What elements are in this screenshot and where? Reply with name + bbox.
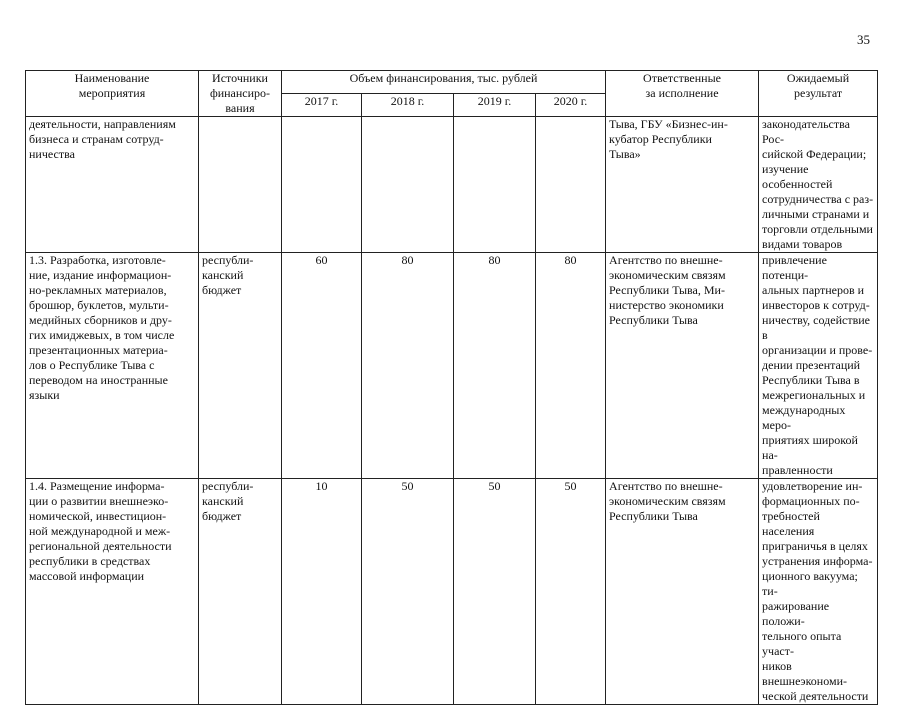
row-value-2017	[282, 117, 362, 253]
row-source	[199, 117, 282, 253]
header-year: 2020 г.	[536, 94, 606, 117]
table-row	[26, 479, 878, 705]
header-volume: Объем финансирования, тыс. рублей	[282, 71, 606, 94]
row-value-2018: 80	[362, 253, 454, 479]
row-source: республи- канский бюджет	[199, 479, 282, 705]
row-value-2020: 50	[536, 479, 606, 705]
row-source: республи- канский бюджет	[199, 253, 282, 479]
header-sources: Источники финансиро- вания	[199, 71, 282, 117]
row-value-2017: 10	[282, 479, 362, 705]
table-row	[26, 117, 878, 253]
header-year: 2017 г.	[282, 94, 362, 117]
row-value-2019: 50	[454, 479, 536, 705]
row-name: 1.4. Размещение информа- ции о развитии внешнеэко- номической, инвестицион- ной международной и меж- региональной деятельности республики в средствах массовой информации	[26, 479, 199, 705]
row-result: законодательства Рос- сийской Федерации; изучение особенностей сотрудничества с раз- личными странами и торговли отдельными видами товаров	[759, 117, 878, 253]
table-row	[26, 253, 878, 479]
row-value-2020	[536, 117, 606, 253]
row-value-2019	[454, 117, 536, 253]
header-name: Наименование мероприятия	[26, 71, 199, 117]
financing-table	[25, 70, 878, 705]
row-value-2018: 50	[362, 479, 454, 705]
header-year: 2018 г.	[362, 94, 454, 117]
row-responsible: Тыва, ГБУ «Бизнес-ин- кубатор Республики Тыва»	[606, 117, 759, 253]
row-name: 1.3. Разработка, изготовле- ние, издание информацион- но-рекламных материалов, брошюр, буклетов, мульти- медийных сборников и дру- гих имиджевых, в том числе презентационных материа- лов о Республике Тыва с переводом на иностранные языки	[26, 253, 199, 479]
header-result: Ожидаемый результат	[759, 71, 878, 117]
row-value-2018	[362, 117, 454, 253]
row-name: деятельности, направлениям бизнеса и странам сотруд- ничества	[26, 117, 199, 253]
row-value-2019: 80	[454, 253, 536, 479]
row-value-2017: 60	[282, 253, 362, 479]
page-number: 35	[857, 32, 870, 47]
header-responsible: Ответственные за исполнение	[606, 71, 759, 117]
table-header-row	[26, 71, 878, 94]
row-value-2020: 80	[536, 253, 606, 479]
row-result: привлечение потенци- альных партнеров и инвесторов к сотруд- ничеству, содействие в организации и прове- дении презентаций Республики Тыва в межрегиональных и международных меро- приятиях широкой на- правленности	[759, 253, 878, 479]
header-year: 2019 г.	[454, 94, 536, 117]
row-result: удовлетворение ин- формационных по- требностей населения приграничья в целях устранения информа- ционного вакуума; ти- ражирование положи- тельного опыта участ- ников внешнеэкономи- ческой деятельности	[759, 479, 878, 705]
row-responsible: Агентство по внешне- экономическим связям Республики Тыва, Ми- нистерство экономики Республики Тыва	[606, 253, 759, 479]
row-responsible: Агентство по внешне- экономическим связям Республики Тыва	[606, 479, 759, 705]
